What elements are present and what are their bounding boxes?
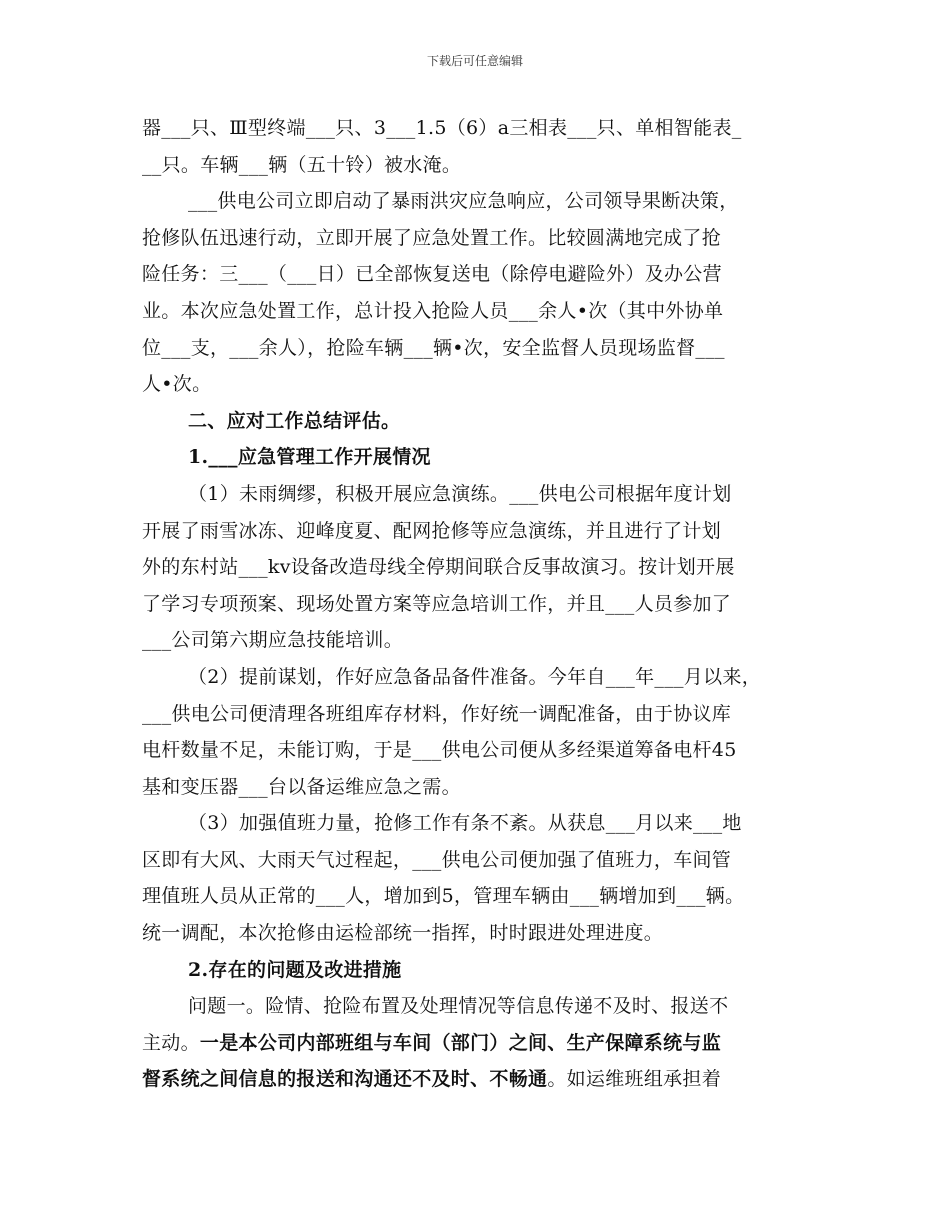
- text-span: 。如运维班组承担着: [547, 1068, 722, 1091]
- text-line: 问题一。险情、抢险布置及处理情况等信息传递不及时、报送不: [188, 995, 729, 1018]
- text-line: （3）加强值班力量，抢修工作有条不紊。从获息___月以来___地: [188, 812, 742, 835]
- subsection-heading: 1.___应急管理工作开展情况: [188, 446, 431, 469]
- section-heading: 二、应对工作总结评估。: [188, 409, 401, 432]
- text-line: 器___只、Ⅲ型终端___只、3___1.5（6）a三相表___只、单相智能表_: [142, 117, 742, 139]
- text-line: 了学习专项预案、现场处置方案等应急培训工作，并且___人员参加了: [142, 592, 732, 615]
- text-line: 区即有大风、大雨天气过程起，___供电公司便加强了值班力，车间管: [142, 848, 732, 871]
- text-line: 基和变压器___台以备运维应急之需。: [142, 775, 461, 798]
- text-line: 外的东村站___kv设备改造母线全停期间联合反事故演习。按计划开展: [142, 556, 735, 579]
- text-line: 人•次。: [142, 373, 212, 396]
- text-line: __只。车辆___辆（五十铃）被水淹。: [142, 153, 462, 176]
- text-line: [142, 1025, 812, 1062]
- bold-text-span: 一是本公司内部班组与车间（部门）之间、生产保障系统与监: [199, 1031, 722, 1054]
- page-header: 下载后可任意编辑: [426, 54, 523, 68]
- text-line: 位___支，___余人），抢险车辆___辆•次，安全监督人员现场监督___: [142, 336, 725, 359]
- text-line: （2）提前谋划，作好应急备品备件准备。今年自___年___月以来，: [188, 665, 761, 688]
- text-line: 开展了雨雪冰冻、迎峰度夏、配网抢修等应急演练，并且进行了计划: [142, 519, 722, 542]
- text-line: ___供电公司立即启动了暴雨洪灾应急响应，公司领导果断决策，: [188, 190, 739, 213]
- bold-text-span: 督系统之间信息的报送和沟通还不及时、不畅通: [142, 1068, 548, 1091]
- text-line: 抢修队伍迅速行动，立即开展了应急处置工作。比较圆满地完成了抢: [142, 226, 722, 249]
- text-line: [142, 1061, 812, 1098]
- text-line: 电杆数量不足，未能订购，于是___供电公司便从多经渠道筹备电杆45: [142, 739, 737, 762]
- text-line: 业。本次应急处置工作，总计投入抢险人员___余人•次（其中外协单: [142, 299, 724, 322]
- text-line: （1）未雨绸缪，积极开展应急演练。___供电公司根据年度计划: [188, 482, 732, 505]
- text-line: 理值班人员从正常的___人，增加到5，管理车辆由___辆增加到___辆。: [142, 885, 745, 908]
- subsection-heading: 2.存在的问题及改进措施: [188, 958, 402, 981]
- document-body: [142, 110, 812, 1098]
- text-line: 险任务：三___（___日）已全部恢复送电（除停电避险外）及办公营: [142, 263, 722, 286]
- text-line: 统一调配，本次抢修由运检部统一指挥，时时跟进处理进度。: [142, 922, 664, 945]
- text-span: 主动。: [142, 1031, 200, 1054]
- text-line: ___供电公司便清理各班组库存材料，作好统一调配准备，由于协议库: [142, 702, 732, 725]
- text-line: ___公司第六期应急技能培训。: [142, 629, 404, 652]
